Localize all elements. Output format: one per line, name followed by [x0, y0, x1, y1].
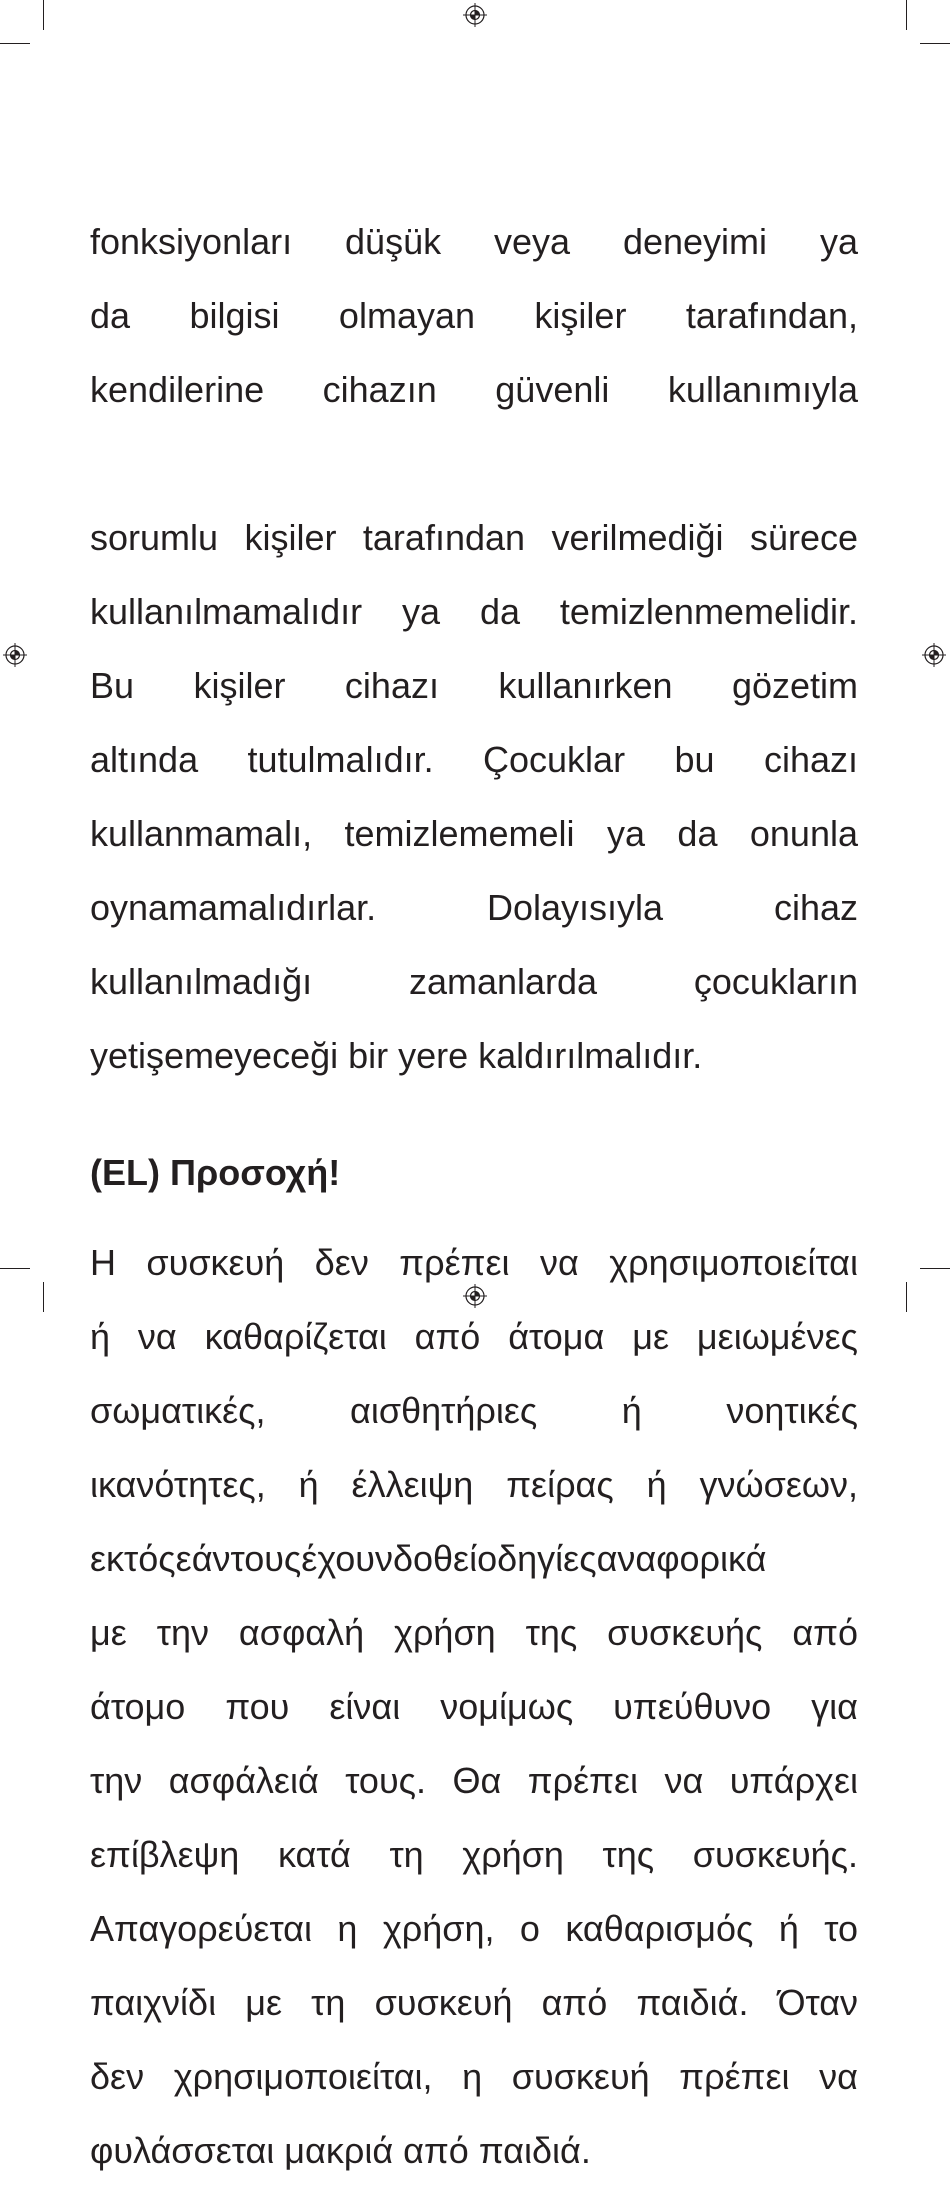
- crop-mark-bottom-left-h: [0, 1268, 30, 1269]
- text-line: kullanmamalı, temizlememeli ya da onunla: [90, 813, 858, 854]
- paragraph-tr-2: [90, 482, 858, 1111]
- text-line: fonksiyonları düşük veya deneyimi ya: [90, 221, 858, 262]
- text-line: παιχνίδι με τη συσκευή από παιδιά. Όταν: [90, 1982, 858, 2023]
- section-heading-el: (EL) Προσοχή!: [90, 1152, 341, 1193]
- paragraph-el: [90, 1207, 858, 2206]
- text-line: sorumlu kişiler tarafından verilmediği sürece: [90, 517, 858, 558]
- manual-page-content: [90, 180, 858, 2206]
- text-line: σωματικές, αισθητήριες ή νοητικές: [90, 1390, 858, 1431]
- paragraph-tr-1: [90, 186, 858, 445]
- text-line: με την ασφαλή χρήση της συσκευής από: [90, 1612, 858, 1653]
- text-line: Η συσκευή δεν πρέπει να χρησιμοποιείται: [90, 1242, 858, 1283]
- crop-mark-bottom-left-v: [43, 1282, 44, 1312]
- text-line: άτομο που είναι νομίμως υπεύθυνο για: [90, 1686, 858, 1727]
- text-line: altında tutulmalıdır. Çocuklar bu cihazı: [90, 739, 858, 780]
- text-line: kullanılmadığı zamanlarda çocukların: [90, 961, 858, 1002]
- text-line: Απαγορεύεται η χρήση, ο καθαρισμός ή το: [90, 1908, 858, 1949]
- text-line: yetişemeyeceği bir yere kaldırılmalıdır.: [90, 1035, 703, 1076]
- registration-mark-right-icon: [922, 643, 946, 667]
- crop-mark-bottom-right-h: [920, 1268, 950, 1269]
- text-line: da bilgisi olmayan kişiler tarafından,: [90, 295, 858, 336]
- crop-mark-top-left-h: [0, 43, 30, 44]
- text-line: ή να καθαρίζεται από άτομα με μειωμένες: [90, 1316, 858, 1357]
- text-line: φυλάσσεται μακριά από παιδιά.: [90, 2130, 591, 2171]
- crop-mark-bottom-right-v: [906, 1282, 907, 1312]
- text-line: επίβλεψη κατά τη χρήση της συσκευής.: [90, 1834, 858, 1875]
- text-line: oynamamalıdırlar. Dolayısıyla cihaz: [90, 887, 858, 928]
- text-line: δεν χρησιμοποιείται, η συσκευή πρέπει να: [90, 2056, 858, 2097]
- crop-mark-top-left-v: [43, 0, 44, 30]
- text-line: kendilerine cihazın güvenli kullanımıyla: [90, 369, 858, 410]
- crop-mark-top-right-h: [920, 43, 950, 44]
- text-line: ικανότητες, ή έλλειψη πείρας ή γνώσεων,: [90, 1464, 858, 1505]
- text-line: kullanılmamalıdır ya da temizlenmemelidir.: [90, 591, 858, 632]
- text-line: εκτόςεάντουςέχουνδοθείοδηγίεςαναφορικά: [90, 1538, 767, 1579]
- crop-mark-top-right-v: [906, 0, 907, 30]
- registration-mark-top-icon: [463, 3, 487, 27]
- text-line: Bu kişiler cihazı kullanırken gözetim: [90, 665, 858, 706]
- registration-mark-left-icon: [3, 643, 27, 667]
- text-line: την ασφάλειά τους. Θα πρέπει να υπάρχει: [90, 1760, 858, 1801]
